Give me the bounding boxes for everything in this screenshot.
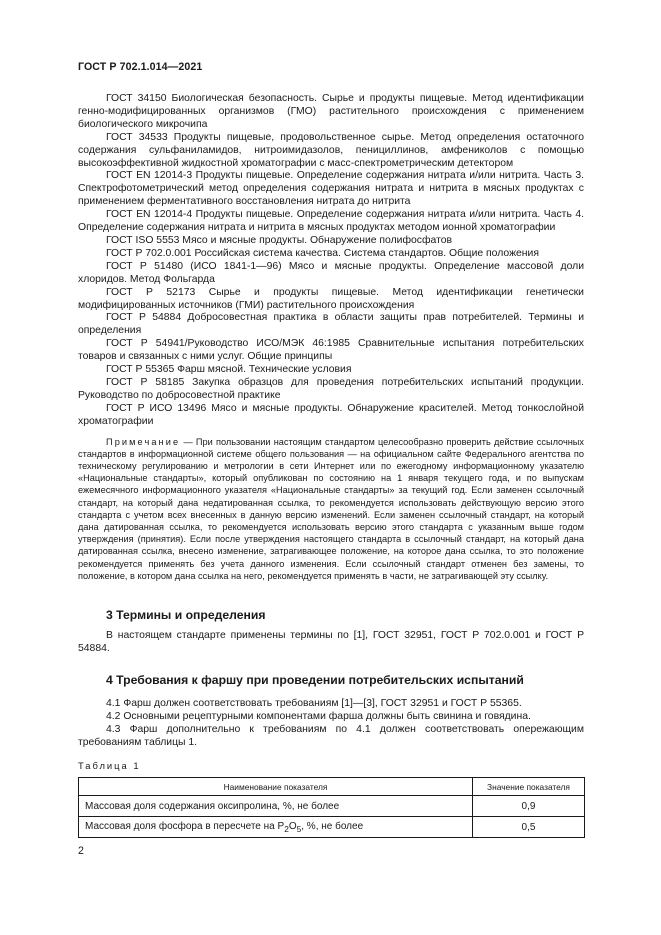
reference-item: ГОСТ 34533 Продукты пищевые, продовольственное сырье. Метод определения остаточного содержания сульфаниламидов, нитроимидазолов, пенициллинов, амфениколов с помощью высокоэффективной жидкостной хроматографии с масс-спектрометрическим детектором <box>78 131 584 169</box>
note-text: — При пользовании настоящим стандартом целесообразно проверить действие ссылочных стандартов в информационной системе общего пользования — на официальном сайте Федерального агентства по техническому регулированию и метрологии в сети Интернет или по ежегодному информационному указателю «Национальные стандарты», который опубликован по состоянию на 1 января текущего года, и по выпускам ежемесячного информационного указателя «Национальные стандарты» за текущий год. Если заменен ссылочный стандарт, на который дана недатированная ссылка, то рекомендуется использовать действующую версию этого стандарта с учетом всех внесенных в данную версию изменений. Если заменен ссылочный стандарт, на который дана датированная ссылка, то рекомендуется использовать версию этого стандарта с указанным выше годом утверждения (принятия). Если после утверждения настоящего стандарта в ссылочный стандарт, на который дана датированная ссылка, внесено изменение, затрагивающее положение, на которое дана ссылка, то это положение рекомендуется применять без учета данного изменения. Если ссылочный стандарт отменен без замены, то положение, в котором дана ссылка на него, рекомендуется применять в части, не затрагивающей эту ссылку. <box>78 436 584 581</box>
reference-item: ГОСТ Р 52173 Сырье и продукты пищевые. Метод идентификации генетически модифицированных источников (ГМИ) растительного происхождения <box>78 286 584 311</box>
section-3-heading: 3 Термины и определения <box>106 608 266 622</box>
indicator-name <box>79 817 473 838</box>
reference-item: ГОСТ Р 54941/Руководство ИСО/МЭК 46:1985 Сравнительные испытания потребительских товаров и связанных с ними услуг. Общие принципы <box>78 338 584 363</box>
page-body <box>78 93 584 838</box>
column-header-indicator: Наименование показателя <box>79 778 473 796</box>
reference-item: ГОСТ EN 12014-3 Продукты пищевые. Определение содержания нитрата и/или нитрита. Часть 3. Спектрофотометрический метод определения содержания нитрата и нитрита в мясных продуктах с применением ферментативного восстановления нитрата до нитрита <box>78 170 584 208</box>
reference-item: ГОСТ Р ИСО 13496 Мясо и мясные продукты. Обнаружение красителей. Метод тонкослойной хроматографии <box>78 402 584 427</box>
indicator-name: Массовая доля содержания оксипролина, %, не более <box>79 796 473 817</box>
indicator-name-suffix: , %, не более <box>301 820 364 832</box>
note-label: Примечание <box>106 436 181 447</box>
section-3-text: В настоящем стандарте применены термины по [1], ГОСТ 32951, ГОСТ Р 702.0.001 и ГОСТ Р 54884. <box>78 630 584 654</box>
indicator-value: 0,9 <box>473 796 585 817</box>
column-header-value: Значение показателя <box>473 778 585 796</box>
section-4-body <box>78 698 584 750</box>
reference-item: ГОСТ Р 702.0.001 Российская система качества. Система стандартов. Общие положения <box>106 247 539 259</box>
subscript: 5 <box>296 823 302 834</box>
requirements-table <box>78 777 585 838</box>
reference-item: ГОСТ ISO 5553 Мясо и мясные продукты. Обнаружение полифосфатов <box>106 234 453 246</box>
reference-item: ГОСТ EN 12014-4 Продукты пищевые. Определение содержания нитрата и/или нитрита. Часть 4. Определение содержания нитрата и нитрита в мясных продуктах методом ионной хроматографии <box>78 209 584 234</box>
normative-references-list <box>78 93 584 429</box>
reference-item: ГОСТ Р 54884 Добросовестная практика в области защиты прав потребителей. Термины и определения <box>78 312 584 337</box>
table-row <box>79 796 585 817</box>
reference-item: ГОСТ Р 58185 Закупка образцов для проведения потребительских испытаний продукции. Руководство по добросовестной практике <box>78 376 584 401</box>
section-4-heading: 4 Требования к фаршу при проведении потребительских испытаний <box>106 672 524 687</box>
formula-part: O <box>288 820 297 832</box>
reference-item: ГОСТ 34150 Биологическая безопасность. Сырье и продукты пищевые. Метод идентификации генно-модифицированных организмов (ГМО) растительного происхождения с применением биологического микрочипа <box>78 93 584 130</box>
clause-4-3: 4.3 Фарш дополнительно к требованиям по 4.1 должен соответствовать опережающим требованиям таблицы 1. <box>78 723 584 748</box>
indicator-name-prefix: Массовая доля фосфора в пересчете на P <box>85 820 285 832</box>
document-header: ГОСТ Р 702.1.014—2021 <box>78 61 203 73</box>
indicator-value: 0,5 <box>473 817 585 838</box>
note-paragraph <box>78 436 584 582</box>
reference-item: ГОСТ Р 51480 (ИСО 1841-1—96) Мясо и мясные продукты. Определение массовой доли хлоридов. Метод Фольгарда <box>78 260 584 285</box>
subscript: 2 <box>284 823 289 834</box>
reference-item: ГОСТ Р 55365 Фарш мясной. Технические условия <box>106 364 352 376</box>
table-header-row <box>79 778 585 796</box>
clause-4-2: 4.2 Основными рецептурными компонентами фарша должны быть свинина и говядина. <box>106 710 531 722</box>
table-row <box>79 817 585 838</box>
clause-4-1: 4.1 Фарш должен соответствовать требованиям [1]—[3], ГОСТ 32951 и ГОСТ Р 55365. <box>106 697 522 709</box>
page-number: 2 <box>78 845 84 857</box>
table-caption: Таблица 1 <box>78 760 141 772</box>
